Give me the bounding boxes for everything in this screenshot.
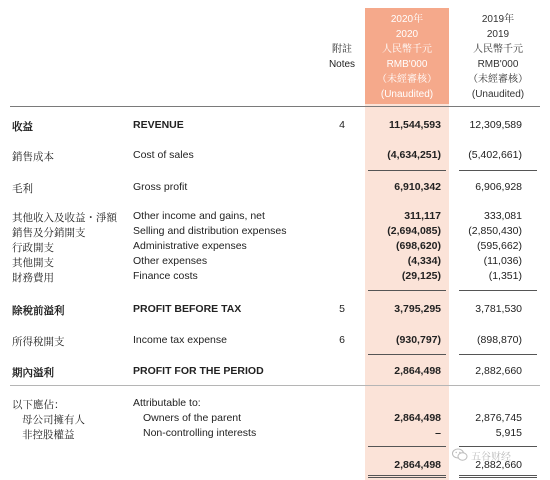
row-admin-expenses-current: (698,620)	[396, 240, 441, 252]
row-revenue-en: REVENUE	[133, 119, 184, 131]
row-nci-previous: 5,915	[495, 427, 522, 439]
row-revenue-note: 4	[339, 119, 345, 131]
row-other-income-zh: 其他收入及收益・淨額	[12, 212, 117, 224]
wechat-icon	[452, 448, 468, 462]
current-year: 2020	[395, 29, 419, 40]
row-revenue-previous: 12,309,589	[469, 119, 522, 131]
double-rule-previous-a	[459, 475, 537, 476]
row-cost-of-sales-current: (4,634,251)	[387, 149, 441, 161]
row-selling-expenses-previous: (2,850,430)	[468, 225, 522, 237]
double-rule-previous-b	[459, 477, 537, 478]
notes-header-zh: 附註	[332, 44, 352, 55]
row-income-tax-previous: (898,870)	[477, 334, 522, 346]
previous-unit-zh: 人民幣千元	[473, 44, 523, 55]
row-cost-of-sales-previous: (5,402,661)	[468, 149, 522, 161]
row-revenue-zh: 收益	[12, 121, 33, 133]
row-other-income-current: 311,117	[404, 210, 441, 222]
watermark	[452, 446, 542, 464]
row-total-previous: 2,882,660	[475, 459, 522, 471]
row-nci-current: –	[435, 427, 441, 439]
row-finance-costs-en: Finance costs	[133, 270, 198, 282]
row-other-expenses-zh: 其他開支	[12, 257, 54, 269]
subtotal-rule-current	[368, 170, 446, 171]
row-cost-of-sales-en: Cost of sales	[133, 149, 194, 161]
current-unit-zh: 人民幣千元	[382, 44, 432, 55]
row-profit-for-period-en: PROFIT FOR THE PERIOD	[133, 365, 264, 377]
row-profit-before-tax-current: 3,795,295	[394, 303, 441, 315]
row-owners-current: 2,864,498	[394, 412, 441, 424]
watermark-text: 五谷财经	[471, 451, 511, 463]
row-gross-profit-current: 6,910,342	[394, 181, 441, 193]
row-other-expenses-previous: (11,036)	[483, 255, 522, 267]
row-nci-zh: 非控股權益	[22, 429, 75, 441]
previous-year: 2019	[486, 29, 510, 40]
row-gross-profit-previous: 6,906,928	[475, 181, 522, 193]
row-income-tax-en: Income tax expense	[133, 334, 227, 346]
row-gross-profit-en: Gross profit	[133, 181, 188, 193]
row-income-tax-note: 6	[339, 334, 345, 346]
row-profit-for-period-current: 2,864,498	[394, 365, 441, 377]
row-profit-for-period-zh: 期內溢利	[12, 367, 54, 379]
pbt-rule-previous	[459, 290, 537, 291]
row-other-expenses-current: (4,334)	[407, 255, 441, 267]
row-admin-expenses-previous: (595,662)	[477, 240, 522, 252]
row-nci-en: Non-controlling interests	[143, 427, 257, 439]
row-admin-expenses-en: Administrative expenses	[133, 240, 247, 252]
notes-header-en: Notes	[328, 59, 356, 70]
current-status-en: (Unaudited)	[380, 89, 434, 100]
row-finance-costs-zh: 財務費用	[12, 272, 54, 284]
row-selling-expenses-current: (2,694,085)	[387, 225, 441, 237]
pbt-rule-current	[368, 290, 446, 291]
row-other-income-previous: 333,081	[484, 210, 522, 222]
row-profit-for-period-previous: 2,882,660	[475, 365, 522, 377]
subtotal-rule-previous	[459, 170, 537, 171]
row-income-tax-zh: 所得稅開支	[12, 336, 65, 348]
row-profit-before-tax-zh: 除稅前溢利	[12, 305, 65, 317]
row-attributable-zh: 以下應佔：	[12, 399, 65, 411]
row-revenue-current: 11,544,593	[389, 119, 441, 131]
current-unit-en: RMB'000	[386, 59, 428, 70]
row-finance-costs-previous: (1,351)	[488, 270, 522, 282]
row-selling-expenses-zh: 銷售及分銷開支	[12, 227, 86, 239]
double-rule-current-a	[368, 475, 446, 476]
row-gross-profit-zh: 毛利	[12, 183, 33, 195]
previous-status-zh: （未經審核）	[468, 74, 528, 85]
previous-status-en: (Unaudited)	[471, 89, 525, 100]
row-profit-before-tax-previous: 3,781,530	[475, 303, 522, 315]
double-rule-current-b	[368, 477, 446, 478]
current-status-zh: （未經審核）	[377, 74, 437, 85]
attributable-rule	[10, 385, 540, 386]
period-rule-current	[368, 354, 446, 355]
row-other-income-en: Other income and gains, net	[133, 210, 265, 222]
row-owners-en: Owners of the parent	[143, 412, 242, 424]
row-profit-before-tax-note: 5	[339, 303, 345, 315]
row-income-tax-current: (930,797)	[396, 334, 441, 346]
row-profit-before-tax-en: PROFIT BEFORE TAX	[133, 303, 242, 315]
period-rule-previous	[459, 354, 537, 355]
current-year-zh: 2020年	[390, 14, 424, 25]
previous-unit-en: RMB'000	[477, 59, 519, 70]
total-rule-current	[368, 446, 446, 447]
row-cost-of-sales-zh: 銷售成本	[12, 151, 54, 163]
row-total-current: 2,864,498	[394, 459, 441, 471]
row-attributable-en: Attributable to:	[133, 397, 201, 409]
row-owners-previous: 2,876,745	[475, 412, 522, 424]
row-selling-expenses-en: Selling and distribution expenses	[133, 225, 287, 237]
previous-year-zh: 2019年	[481, 14, 515, 25]
row-admin-expenses-zh: 行政開支	[12, 242, 54, 254]
row-other-expenses-en: Other expenses	[133, 255, 208, 267]
row-finance-costs-current: (29,125)	[401, 270, 441, 282]
header-rule	[10, 106, 540, 107]
row-owners-zh: 母公司擁有人	[22, 414, 85, 426]
